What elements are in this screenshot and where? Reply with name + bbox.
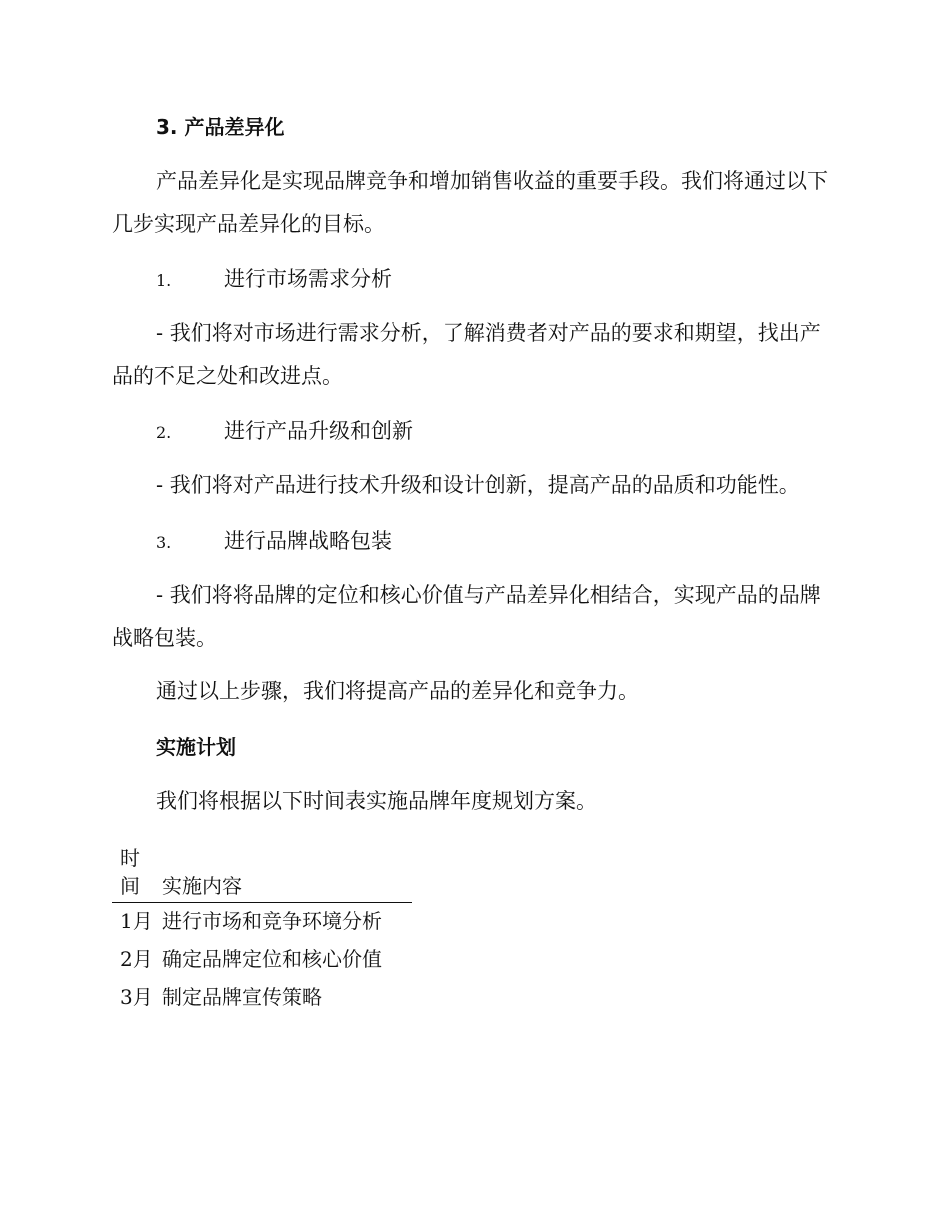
step-3 [156,526,392,558]
header-time: 时间 [120,846,140,898]
step-2-detail: - 我们将对产品进行技术升级和设计创新，提高产品的品质和功能性。 [156,473,800,497]
table-row [112,903,412,942]
step-title: 进行市场需求分析 [224,267,392,291]
section-intro: 产品差异化是实现品牌竞争和增加销售收益的重要手段。我们将通过以下几步实现产品差异化的目标。 [112,169,828,236]
step-number: 3. [156,533,172,552]
cell-content: 确定品牌定位和核心价值 [162,947,382,971]
cell-content: 制定品牌宣传策略 [162,985,322,1009]
plan-intro: 我们将根据以下时间表实施品牌年度规划方案。 [156,789,597,813]
step-2 [156,416,413,448]
section-conclusion: 通过以上步骤，我们将提高产品的差异化和竞争力。 [156,679,639,703]
section-heading: 3. 产品差异化 [156,115,285,139]
header-content: 实施内容 [162,874,242,898]
cell-time: 1月 [120,909,153,933]
step-number: 2. [156,423,172,442]
cell-time: 3月 [120,985,153,1009]
table-row [112,979,412,1017]
step-1 [156,264,392,296]
cell-time: 2月 [120,947,153,971]
table-header-row [112,844,412,903]
cell-content: 进行市场和竞争环境分析 [162,909,382,933]
step-1-detail: - 我们将对市场进行需求分析，了解消费者对产品的要求和期望，找出产品的不足之处和改进点。 [112,321,821,388]
plan-heading: 实施计划 [156,735,236,759]
step-title: 进行产品升级和创新 [224,419,413,443]
step-number: 1. [156,271,172,290]
schedule-table [112,844,412,1017]
table-row [112,941,412,979]
step-3-detail: - 我们将将品牌的定位和核心价值与产品差异化相结合，实现产品的品牌战略包装。 [112,583,821,650]
step-title: 进行品牌战略包装 [224,529,392,553]
